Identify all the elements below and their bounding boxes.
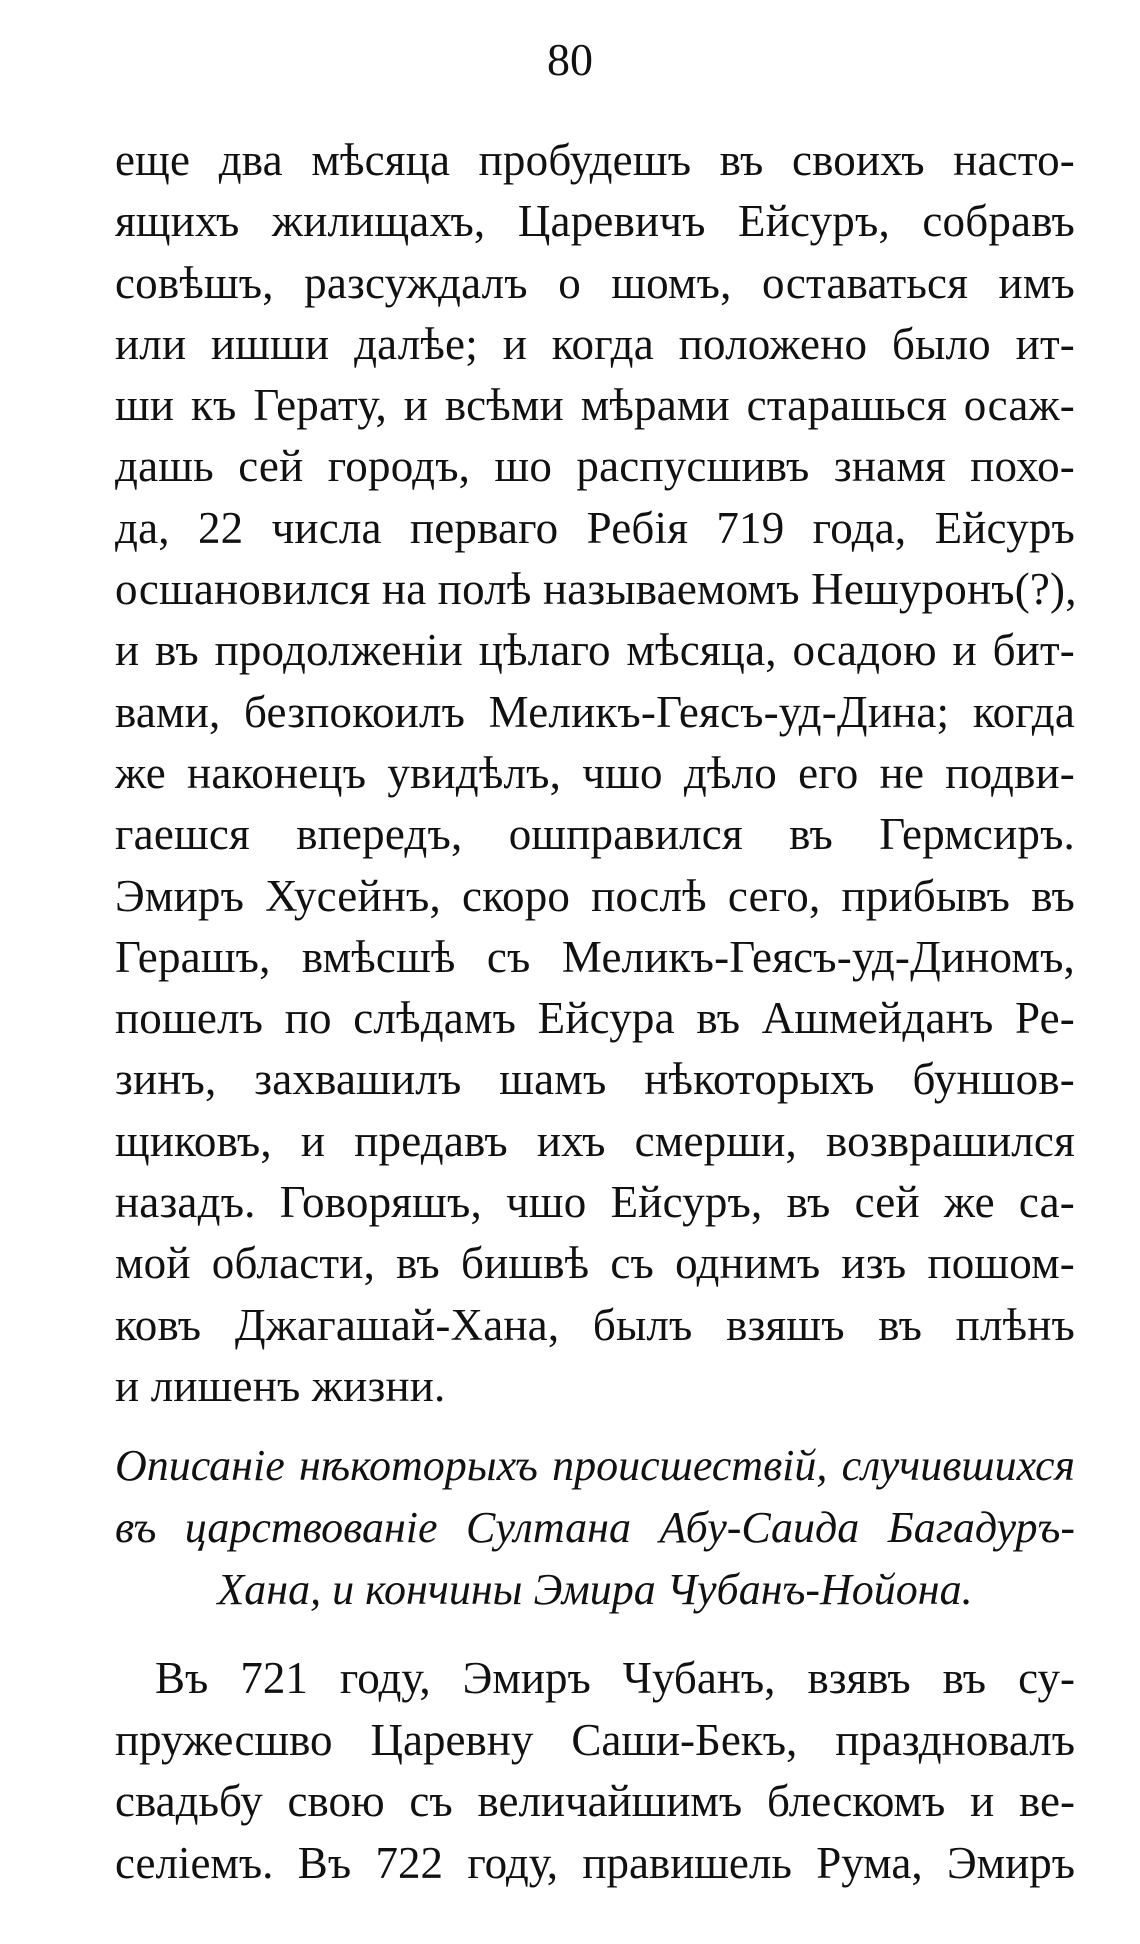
text-line: вами, безпокоилъ Меликъ-Геясъ-уд-Дина; когда <box>115 686 1075 737</box>
text-line: щиковъ, и предавъ ихъ смерши, возврашился <box>115 1115 1075 1166</box>
text-line: осшановился на полѣ называемомъ Нешуронъ(?), <box>115 564 1077 615</box>
text-line: зинъ, захвашилъ шамъ нѣкоторыхъ буншов- <box>115 1054 1075 1105</box>
text-line: гаешся впередъ, ошправился въ Гермсиръ. <box>115 809 1075 860</box>
heading-line: Описаніе нѣкоторыхъ происшествій, случившихся <box>115 1441 1075 1490</box>
heading-line: Хана, и кончины Эмира Чубанъ-Нойона. <box>217 1565 973 1614</box>
text-line: и въ продолженіи цѣлаго мѣсяца, осадою и бит- <box>115 625 1075 676</box>
text-line: и лишенъ жизни. <box>115 1360 446 1411</box>
text-line: пошелъ по слѣдамъ Ейсура въ Ашмейданъ Ре- <box>115 993 1075 1044</box>
text-line: или ишши далѣе; и когда положено было ит- <box>115 318 1075 369</box>
page-number: 80 <box>547 34 593 85</box>
text-line: Эмиръ Хусейнъ, скоро послѣ сего, прибывъ въ <box>115 870 1075 921</box>
text-line: дашь сей городъ, шо распусшивъ знамя похо- <box>115 441 1075 492</box>
text-line: селіемъ. Въ 722 году, правишель Рума, Эмиръ <box>115 1837 1075 1888</box>
paragraph-2 <box>115 1648 1075 1894</box>
text-line: да, 22 числа перваго Ребія 719 года, Ейсуръ <box>115 502 1075 553</box>
text-line: еще два мѣсяца пробудешъ въ своихъ насто- <box>115 135 1075 185</box>
text-line: Герашъ, вмѣсшѣ съ Меликъ-Геясъ-уд-Диномъ, <box>115 931 1075 982</box>
text-line: ящихъ жилищахъ, Царевичъ Ейсуръ, собравъ <box>115 196 1075 247</box>
paragraph-1 <box>115 130 1075 1417</box>
section-heading <box>115 1435 1075 1621</box>
heading-line: въ царствованіе Султана Абу-Саида Багадуръ- <box>115 1503 1075 1552</box>
text-line: же наконецъ увидѣлъ, чшо дѣло его не подви- <box>115 747 1075 798</box>
text-line: совѣшъ, разсуждалъ о шомъ, оставаться имъ <box>115 257 1075 308</box>
text-line: ковъ Джагашай-Хана, былъ взяшъ въ плѣнъ <box>115 1299 1075 1350</box>
text-line: ши къ Герату, и всѣми мѣрами старашься осаж- <box>115 380 1075 431</box>
text-line: Въ 721 году, Эмиръ Чубанъ, взявъ въ су- <box>155 1653 1075 1703</box>
text-line: мой области, въ бишвѣ съ однимъ изъ пошом- <box>115 1238 1075 1289</box>
text-line: свадьбу свою съ величайшимъ блескомъ и ве- <box>115 1776 1075 1826</box>
text-line: назадъ. Говоряшъ, чшо Ейсуръ, въ сей же са- <box>115 1177 1075 1228</box>
text-line: пружесшво Царевну Саши-Бекъ, праздновалъ <box>115 1714 1075 1765</box>
